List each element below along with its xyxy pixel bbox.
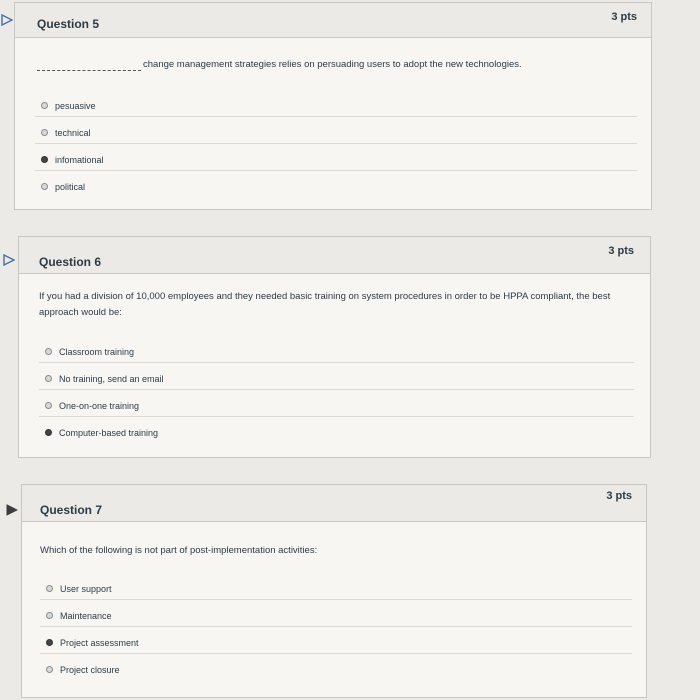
answer-option[interactable] [39,389,634,417]
question-header [22,485,646,522]
question-title: Question 6 [39,255,102,269]
question-card-7 [21,484,647,698]
question-text: If you had a division of 10,000 employees and they needed basic training on system procedures in order to be HPPA compliant, the best approach would be: [39,291,611,318]
radio-button[interactable] [41,183,48,190]
answer-option[interactable] [39,335,634,363]
answer-option[interactable] [35,143,637,171]
radio-button-selected[interactable] [46,639,53,646]
question-title: Question 7 [40,503,103,517]
question-card-6 [18,236,651,458]
flag-question-icon[interactable] [1,14,13,26]
flag-question-icon[interactable] [3,254,15,266]
answer-label: Project assessment [60,638,139,648]
answer-label: Classroom training [59,347,135,357]
question-text: Which of the following is not part of post-implementation activities: [40,545,318,556]
answer-option[interactable] [35,170,637,197]
radio-button[interactable] [45,375,52,382]
question-header [15,3,651,38]
question-card-5 [14,2,652,210]
answer-option[interactable] [39,416,634,443]
answer-label: technical [55,128,91,138]
answer-label: Computer-based training [59,428,159,438]
answer-option[interactable] [40,599,632,627]
answer-option[interactable] [35,116,637,144]
answer-option[interactable] [40,626,632,654]
answer-option[interactable] [40,572,632,600]
question-points: 3 pts [606,490,632,502]
radio-button[interactable] [41,129,48,136]
radio-button[interactable] [45,402,52,409]
question-header [19,237,650,274]
answer-label: No training, send an email [59,374,164,384]
question-title: Question 5 [37,17,100,31]
answer-option[interactable] [39,362,634,390]
question-points: 3 pts [608,245,634,257]
question-text: change management strategies relies on persuading users to adopt the new technologies. [143,59,522,70]
answer-label: User support [60,584,112,594]
answer-option[interactable] [40,653,632,680]
question-points: 3 pts [611,11,637,23]
answer-label: One-on-one training [59,401,140,411]
answer-label: Maintenance [60,611,112,621]
answer-label: Project closure [60,665,120,675]
answer-label: pesuasive [55,101,96,111]
radio-button[interactable] [46,585,53,592]
radio-button-selected[interactable] [45,429,52,436]
answer-option[interactable] [35,89,637,117]
radio-button-selected[interactable] [41,156,48,163]
fill-in-blank-line [37,70,141,71]
radio-button[interactable] [41,102,48,109]
radio-button[interactable] [46,666,53,673]
radio-button[interactable] [45,348,52,355]
radio-button[interactable] [46,612,53,619]
answer-label: infomational [55,155,104,165]
answer-label: political [55,182,86,192]
flag-question-icon-filled[interactable] [6,504,18,516]
